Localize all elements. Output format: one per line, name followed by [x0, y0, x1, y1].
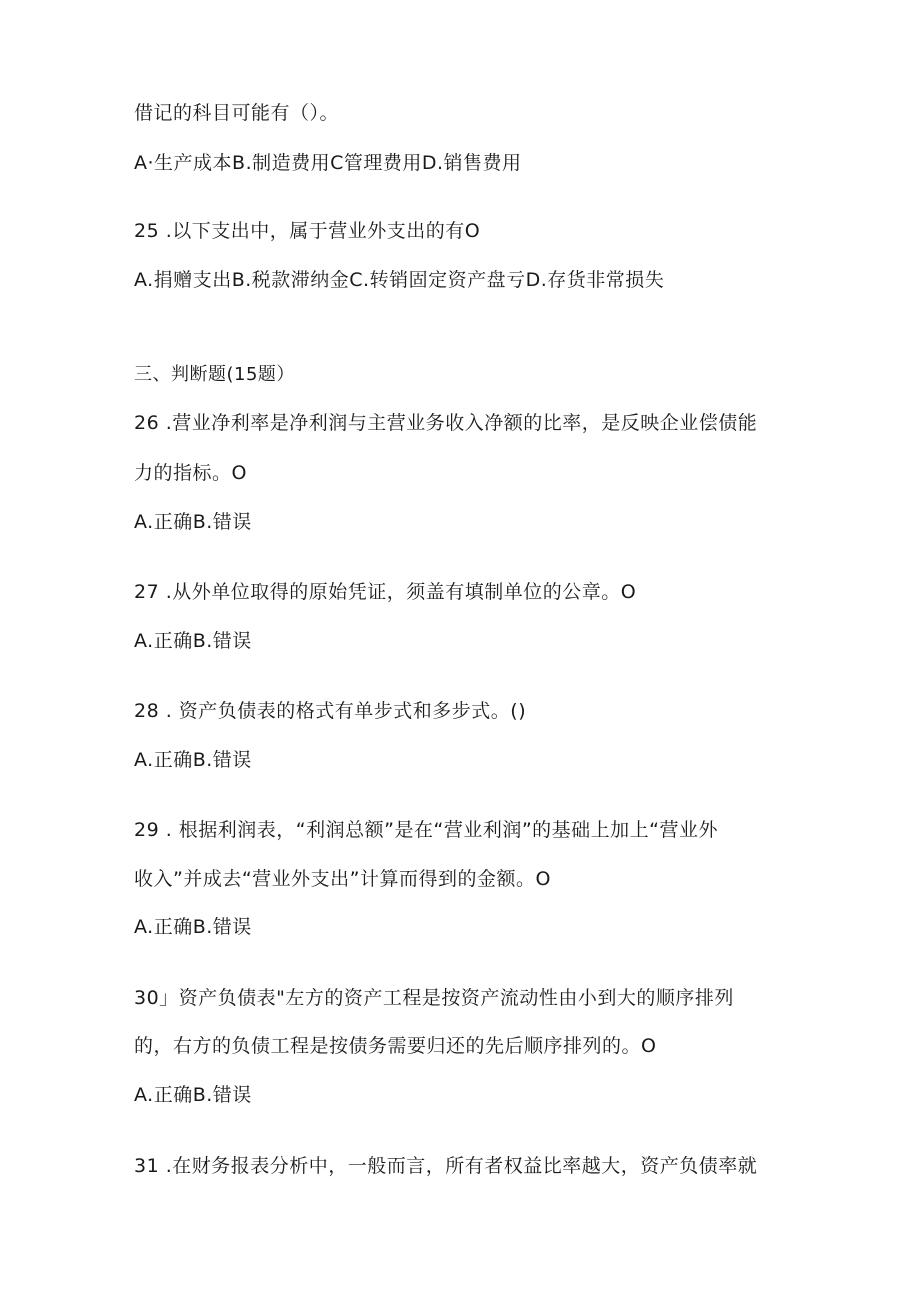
question-31-stem: 31 .在财务报表分析中，一般而言，所有者权益比率越大，资产负债率就	[134, 1155, 758, 1177]
question-28-stem: 28 . 资产负债表的格式有单步式和多步式。()	[134, 700, 527, 722]
question-29-stem: 29 . 根据利润表，“利润总额”是在“营业利润”的基础上加上“营业外	[134, 819, 719, 841]
question-27-stem: 27 .从外单位取得的原始凭证，须盖有填制单位的公章。O	[134, 581, 637, 603]
question-25-options: A.捐赠支出B.税款滞纳金C.转销固定资产盘亏D.存货非常损失	[134, 269, 665, 291]
question-25-stem: 25 .以下支出中，属于营业外支出的有O	[134, 220, 481, 242]
question-29-options: A.正确B.错误	[134, 916, 252, 938]
question-30-options: A.正确B.错误	[134, 1084, 252, 1106]
question-27-options: A.正确B.错误	[134, 630, 252, 652]
question-26-stem-continuation: 力的指标。O	[134, 462, 247, 484]
question-24-options: A·生产成本B.制造费用C管理费用D.销售费用	[134, 152, 522, 174]
question-28-options: A.正确B.错误	[134, 749, 252, 771]
section-heading-true-false: 三、判断题(15题）	[134, 364, 295, 385]
question-24-stem-continuation: 借记的科目可能有（）。	[134, 102, 340, 124]
question-29-stem-continuation: 收入”并成去“营业外支出”计算而得到的金额。O	[134, 868, 551, 890]
question-30-stem: 30」资产负债表"左方的资产工程是按资产流动性由小到大的顺序排列	[134, 987, 734, 1009]
question-30-stem-continuation: 的，右方的负债工程是按债务需要归还的先后顺序排列的。O	[134, 1035, 657, 1057]
question-26-stem: 26 .营业净利率是净利润与主营业务收入净额的比率，是反映企业偿债能	[134, 412, 758, 434]
question-26-options: A.正确B.错误	[134, 511, 252, 533]
